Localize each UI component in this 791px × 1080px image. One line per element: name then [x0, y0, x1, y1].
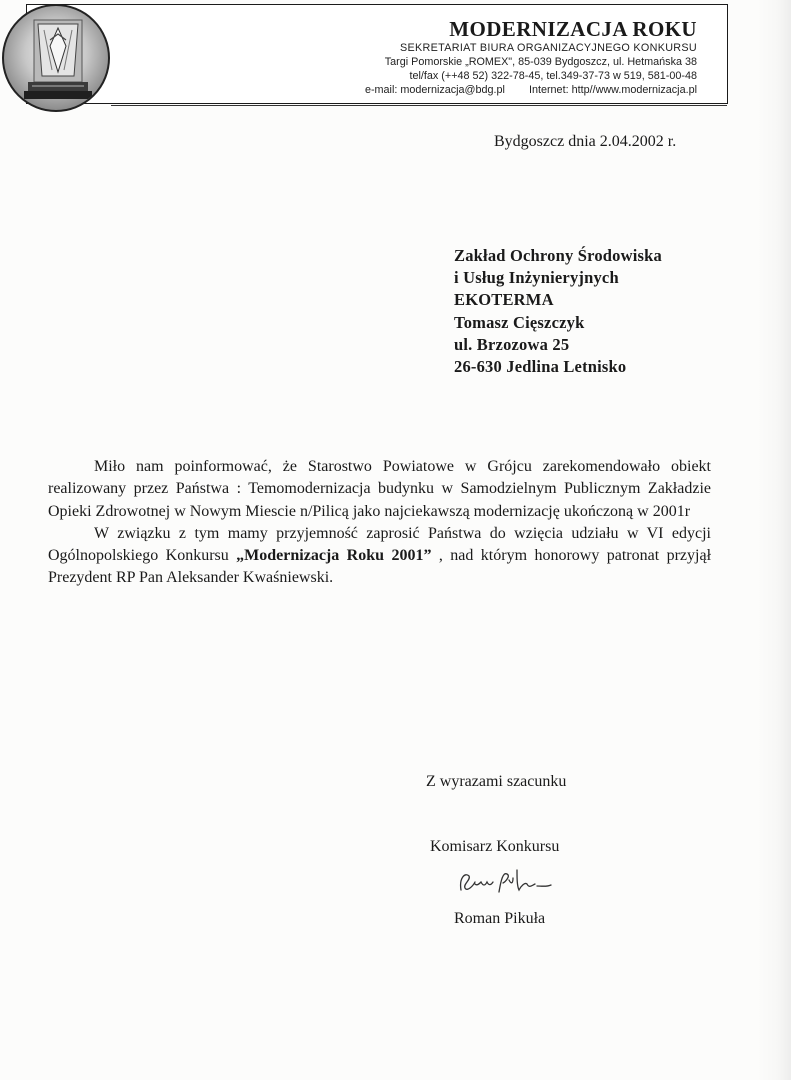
recipient-street: ul. Brzozowa 25	[454, 334, 570, 354]
letterhead-contact-line	[365, 84, 697, 96]
closing-salutation: Z wyrazami szacunku	[426, 773, 567, 790]
body-paragraph-1: Miło nam poinformować, że Starostwo Powiatowe w Grójcu zarekomendowało obiekt realizowany przez Państwa : Temomodernizacja budynku w Samodzielnym Publicznym Zakładzie Opieki Zdrowotnej w Nowym Miescie n/Pilicą jako najciekawszą modernizację ukończoną w 2001r	[48, 458, 711, 520]
body-paragraph-2-end: , nad którym honorowy patronat przyjął Prezydent RP Pan Aleksander Kwaśniewski.	[48, 547, 712, 587]
recipient-person: Tomasz Cięszczyk	[454, 312, 585, 332]
recipient-city: 26-630 Jedlina Letnisko	[454, 357, 627, 377]
letterhead-title: MODERNIZACJA ROKU	[449, 17, 697, 41]
recipient-company-line2: i Usług Inżynieryjnych	[454, 268, 619, 288]
letterhead-email: e-mail: modernizacja@bdg.pl	[364, 84, 505, 96]
letterhead-internet: Internet: http//www.modernizacja.pl	[528, 84, 697, 96]
handwritten-signature	[455, 866, 565, 898]
signer-role: Komisarz Konkursu	[430, 838, 560, 855]
trophy-emblem-icon	[2, 4, 110, 112]
contest-name: „Modernizacja Roku 2001”	[236, 547, 432, 565]
scan-edge-shadow	[757, 0, 791, 1080]
body-paragraph-2-start: W związku z tym mamy przyjemność zaprosić Państwa do wzięcia udziału w VI edycji Ogólnopolskiego Konkursu	[48, 524, 711, 565]
letterhead	[26, 4, 728, 104]
recipient-company-line1: Zakład Ochrony Środowiska	[454, 246, 662, 265]
letterhead-phone: tel/fax (++48 52) 322-78-45, tel.349-37-73 w 519, 581-00-48	[409, 70, 697, 82]
recipient-address	[454, 245, 662, 378]
signer-name: Roman Pikuła	[454, 910, 546, 927]
body-paragraph-2	[48, 523, 711, 590]
letter-date: Bydgoszcz dnia 2.04.2002 r.	[494, 133, 677, 150]
trophy-icon	[4, 6, 110, 112]
letterhead-subtitle: SEKRETARIAT BIURA ORGANIZACYJNEGO KONKURSU	[400, 42, 697, 54]
letterhead-address: Targi Pomorskie „ROMEX", 85-039 Bydgoszcz, ul. Hetmańska 38	[384, 56, 697, 68]
recipient-company-name: EKOTERMA	[454, 290, 554, 310]
letter-body	[48, 456, 711, 590]
